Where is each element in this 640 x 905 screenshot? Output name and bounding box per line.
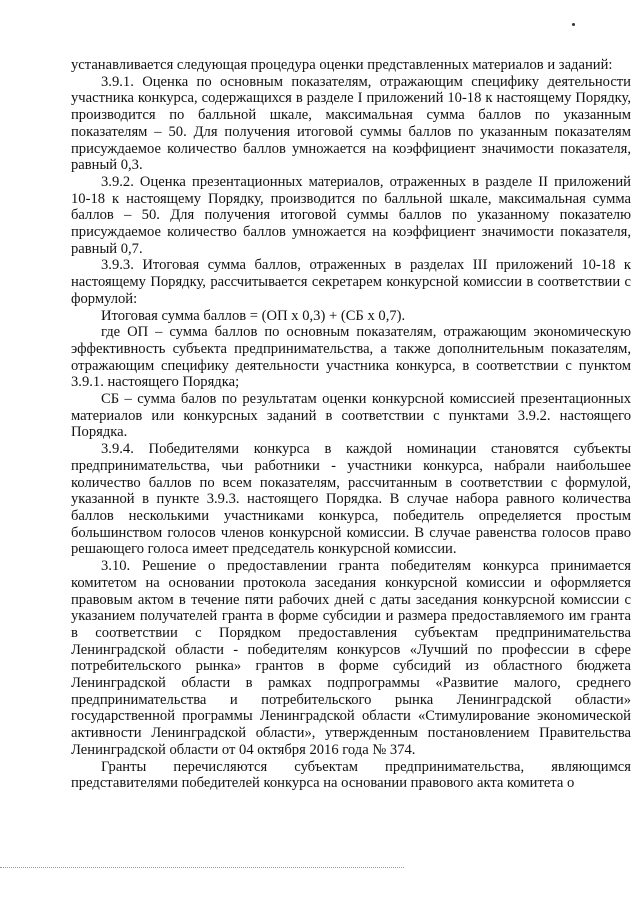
paragraph-intro: устанавливается следующая процедура оценки представленных материалов и заданий: <box>71 57 613 73</box>
scan-divider <box>0 867 404 868</box>
paragraph-3-9-1: 3.9.1. Оценка по основным показателям, отражающим специфику деятельности участника конкурса, содержащихся в разделе I приложений 10-18 к настоящему Порядку, производится по балльной шкале, максимальная сумма баллов по указанным показателям – 50. Для получения итоговой суммы баллов по указанным показателям присуждаемое количество баллов умножается на коэффициент значимости показателя, равный 0,3. <box>71 73 631 174</box>
paragraph-3-9-4: 3.9.4. Победителями конкурса в каждой номинации становятся субъекты предпринимательства, чьи работники - участники конкурса, набрали наибольшее количество баллов по всем показателям, рассчитанным в соответствии с формулой, указанной в пункте 3.9.3. настоящего Порядка. В случае набора равного количества баллов несколькими участниками конкурса, победитель определяется простым большинством голосов членов конкурсной комиссии. В случае равенства голосов право решающего голоса имеет председатель конкурсной комиссии. <box>71 441 631 558</box>
paragraph-grants: Гранты перечисляются субъектам предпринимательства, являющимся представителями победителей конкурса на основании правового акта комитета о <box>71 758 631 792</box>
paragraph-3-9-2: 3.9.2. Оценка презентационных материалов, отраженных в разделе II приложений 10-18 к настоящему Порядку, производится по балльной шкале, максимальная сумма баллов – 50. Для получения итоговой суммы баллов по указанному показателю присуждаемое количество баллов умножается на коэффициент значимости показателя, равный 0,7. <box>71 173 631 257</box>
paragraph-3-9-3: 3.9.3. Итоговая сумма баллов, отраженных в разделах III приложений 10-18 к настоящему Порядку, рассчитывается секретарем конкурсной комиссии в соответствии с формулой: <box>71 257 631 307</box>
formula-line: Итоговая сумма баллов = (ОП х 0,3) + (СБ х 0,7). <box>101 307 406 324</box>
scan-mark <box>572 23 575 26</box>
paragraph-3-10: 3.10. Решение о предоставлении гранта победителям конкурса принимается комитетом на основании протокола заседания конкурсной комиссии и оформляется правовым актом в течение пяти рабочих дней с даты заседания конкурсной комиссии с указанием получателей гранта в форме субсидии и размера предоставляемого им гранта в соответствии с Порядком предоставления субъектам предпринимательства Ленинградской области - победителям конкурсов «Лучший по профессии в сфере потребительского рынка» грантов в форме субсидий из областного бюджета Ленинградской области в рамках подпрограммы «Развитие малого, среднего предпринимательства и потребительского рынка Ленинградской области» государственной программы Ленинградской области «Стимулирование экономической активности Ленинградской области», утвержденным постановлением Правительства Ленинградской области от 04 октября 2016 года № 374. <box>71 558 631 758</box>
paragraph-op-definition: где ОП – сумма баллов по основным показателям, отражающим экономическую эффективность субъекта предпринимательства, а также дополнительным показателям, отражающим специфику деятельности участника конкурса, в соответствии с пунктом 3.9.1. настоящего Порядка; <box>71 324 631 391</box>
paragraph-sb-definition: СБ – сумма балов по результатам оценки конкурсной комиссией презентационных материалов или конкурсных заданий в соответствии с пунктами 3.9.2. настоящего Порядка. <box>71 391 631 441</box>
document-body <box>71 57 631 792</box>
